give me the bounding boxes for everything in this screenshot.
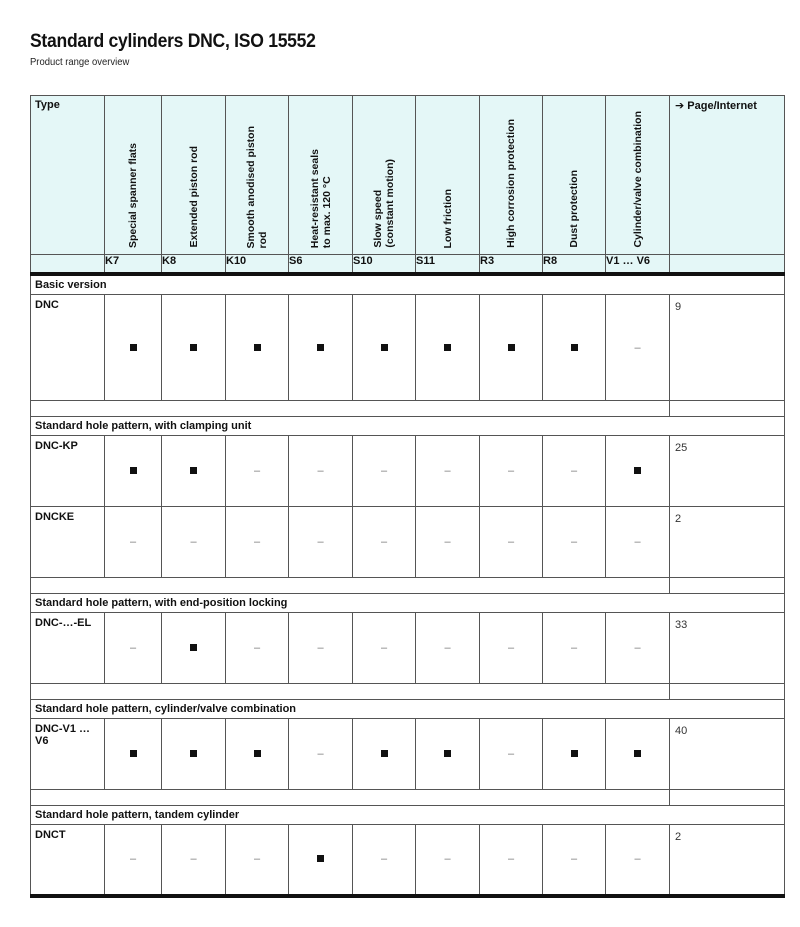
feature-available-cell bbox=[162, 613, 226, 684]
filled-square-icon bbox=[190, 750, 197, 757]
feature-unavailable-cell bbox=[480, 436, 543, 507]
spacer-row bbox=[31, 790, 785, 806]
spacer-cell bbox=[31, 578, 670, 594]
feature-available-cell bbox=[606, 436, 670, 507]
feature-unavailable-cell bbox=[353, 825, 416, 896]
dash-symbol: – bbox=[253, 536, 261, 548]
feature-available-cell bbox=[226, 719, 289, 790]
dash-symbol: – bbox=[634, 642, 641, 654]
section-title: Standard hole pattern, with clamping unit bbox=[31, 417, 785, 436]
spacer-cell bbox=[670, 790, 785, 806]
dash-symbol: – bbox=[507, 465, 515, 477]
feature-available-cell bbox=[416, 719, 480, 790]
feature-label: Extended piston rod bbox=[187, 146, 200, 248]
feature-available-cell bbox=[543, 295, 606, 401]
filled-square-icon bbox=[190, 467, 197, 474]
dash-symbol: – bbox=[317, 642, 324, 654]
spacer-row bbox=[31, 401, 785, 417]
feature-unavailable-cell bbox=[606, 613, 670, 684]
feature-unavailable-cell bbox=[226, 613, 289, 684]
feature-code: K8 bbox=[162, 255, 226, 275]
feature-available-cell bbox=[226, 295, 289, 401]
feature-available-cell bbox=[162, 719, 226, 790]
dash-symbol: – bbox=[444, 465, 451, 477]
feature-column-header bbox=[353, 96, 416, 255]
feature-unavailable-cell bbox=[162, 825, 226, 896]
section-header-row bbox=[31, 274, 785, 295]
dash-symbol: – bbox=[634, 536, 641, 548]
feature-column-header bbox=[105, 96, 162, 255]
dash-symbol: – bbox=[507, 536, 515, 548]
section-title: Standard hole pattern, cylinder/valve combination bbox=[31, 700, 785, 719]
dash-symbol: – bbox=[444, 536, 451, 548]
filled-square-icon bbox=[571, 750, 578, 757]
dash-symbol: – bbox=[634, 853, 641, 866]
feature-code: S11 bbox=[416, 255, 480, 275]
feature-unavailable-cell bbox=[416, 436, 480, 507]
dash-symbol: – bbox=[507, 642, 515, 654]
feature-column-header bbox=[289, 96, 353, 255]
feature-unavailable-cell bbox=[226, 825, 289, 896]
spacer-cell bbox=[31, 401, 670, 417]
feature-unavailable-cell bbox=[543, 825, 606, 896]
type-column-header: Type bbox=[31, 96, 105, 255]
feature-unavailable-cell bbox=[353, 507, 416, 578]
filled-square-icon bbox=[634, 467, 641, 474]
feature-unavailable-cell bbox=[480, 825, 543, 896]
feature-label: Low friction bbox=[441, 188, 454, 248]
dash-symbol: – bbox=[253, 642, 261, 654]
section-header-row bbox=[31, 417, 785, 436]
feature-label: High corrosion protection bbox=[505, 119, 517, 248]
filled-square-icon bbox=[571, 344, 578, 351]
dash-symbol: – bbox=[190, 536, 197, 548]
feature-available-cell bbox=[353, 295, 416, 401]
product-row bbox=[31, 507, 785, 578]
feature-unavailable-cell bbox=[353, 613, 416, 684]
product-type: DNC-KP bbox=[31, 436, 105, 507]
dash-symbol: – bbox=[190, 853, 197, 866]
feature-unavailable-cell bbox=[162, 507, 226, 578]
page-column-header: ➔ Page/Internet bbox=[670, 96, 785, 255]
feature-available-cell bbox=[162, 295, 226, 401]
product-type: DNCKE bbox=[31, 507, 105, 578]
feature-available-cell bbox=[289, 825, 353, 896]
feature-unavailable-cell bbox=[226, 436, 289, 507]
page-reference: 2 bbox=[670, 507, 785, 578]
feature-column-header bbox=[480, 96, 543, 255]
feature-unavailable-cell bbox=[543, 613, 606, 684]
feature-code: S6 bbox=[289, 255, 353, 275]
section-title: Standard hole pattern, tandem cylinder bbox=[31, 806, 785, 825]
feature-unavailable-cell bbox=[416, 507, 480, 578]
product-type: DNC-V1 … V6 bbox=[31, 719, 105, 790]
spacer-cell bbox=[31, 684, 670, 700]
dash-symbol: – bbox=[570, 642, 578, 654]
feature-label: Slow speed (constant motion) bbox=[372, 159, 396, 248]
feature-label: Dust protection bbox=[568, 170, 580, 248]
dash-symbol: – bbox=[507, 853, 515, 866]
feature-unavailable-cell bbox=[480, 719, 543, 790]
page-reference: 25 bbox=[670, 436, 785, 507]
feature-available-cell bbox=[289, 295, 353, 401]
page-title: Standard cylinders DNC, ISO 15552 bbox=[30, 30, 316, 52]
feature-unavailable-cell bbox=[105, 507, 162, 578]
feature-unavailable-cell bbox=[105, 613, 162, 684]
product-row bbox=[31, 719, 785, 790]
product-row bbox=[31, 825, 785, 896]
feature-unavailable-cell bbox=[289, 436, 353, 507]
feature-unavailable-cell bbox=[606, 295, 670, 401]
product-row bbox=[31, 295, 785, 401]
product-type: DNCT bbox=[31, 825, 105, 896]
feature-code: R3 bbox=[480, 255, 543, 275]
product-range-table bbox=[30, 95, 785, 898]
dash-symbol: – bbox=[317, 748, 324, 760]
dash-symbol: – bbox=[570, 536, 578, 548]
dash-symbol: – bbox=[317, 465, 324, 477]
feature-unavailable-cell bbox=[353, 436, 416, 507]
feature-unavailable-cell bbox=[480, 507, 543, 578]
dash-symbol: – bbox=[129, 536, 137, 548]
feature-label: Heat-resistant seals to max. 120 °C bbox=[308, 148, 333, 248]
filled-square-icon bbox=[634, 750, 641, 757]
filled-square-icon bbox=[130, 750, 137, 757]
page-reference: 33 bbox=[670, 613, 785, 684]
feature-available-cell bbox=[105, 295, 162, 401]
feature-available-cell bbox=[543, 719, 606, 790]
feature-unavailable-cell bbox=[105, 825, 162, 896]
feature-available-cell bbox=[105, 719, 162, 790]
filled-square-icon bbox=[130, 467, 137, 474]
feature-column-header bbox=[606, 96, 670, 255]
product-row bbox=[31, 436, 785, 507]
feature-unavailable-cell bbox=[289, 507, 353, 578]
filled-square-icon bbox=[444, 344, 451, 351]
dash-symbol: – bbox=[570, 465, 578, 477]
dash-symbol: – bbox=[380, 853, 388, 866]
filled-square-icon bbox=[381, 750, 388, 757]
filled-square-icon bbox=[444, 750, 451, 757]
page-subtitle: Product range overview bbox=[30, 56, 130, 68]
feature-code: R8 bbox=[543, 255, 606, 275]
feature-unavailable-cell bbox=[606, 825, 670, 896]
feature-unavailable-cell bbox=[289, 613, 353, 684]
dash-symbol: – bbox=[380, 465, 388, 477]
feature-available-cell bbox=[416, 295, 480, 401]
feature-column-header bbox=[162, 96, 226, 255]
filled-square-icon bbox=[254, 344, 261, 351]
feature-available-cell bbox=[606, 719, 670, 790]
feature-code: K10 bbox=[226, 255, 289, 275]
feature-unavailable-cell bbox=[416, 613, 480, 684]
type-code-cell bbox=[31, 255, 105, 275]
product-type: DNC bbox=[31, 295, 105, 401]
filled-square-icon bbox=[190, 344, 197, 351]
feature-code: V1 … V6 bbox=[606, 255, 670, 275]
section-header-row bbox=[31, 806, 785, 825]
feature-label: Special spanner flats bbox=[127, 142, 139, 248]
feature-column-header bbox=[416, 96, 480, 255]
filled-square-icon bbox=[130, 344, 137, 351]
feature-unavailable-cell bbox=[289, 719, 353, 790]
filled-square-icon bbox=[317, 344, 324, 351]
dash-symbol: – bbox=[634, 341, 641, 354]
dash-symbol: – bbox=[129, 853, 137, 866]
filled-square-icon bbox=[190, 644, 197, 651]
feature-unavailable-cell bbox=[416, 825, 480, 896]
page-reference: 40 bbox=[670, 719, 785, 790]
feature-unavailable-cell bbox=[543, 436, 606, 507]
page-reference: 9 bbox=[670, 295, 785, 401]
filled-square-icon bbox=[381, 344, 388, 351]
dash-symbol: – bbox=[253, 853, 261, 866]
spacer-row bbox=[31, 578, 785, 594]
dash-symbol: – bbox=[317, 536, 324, 548]
page-reference: 2 bbox=[670, 825, 785, 896]
spacer-cell bbox=[670, 401, 785, 417]
feature-code: K7 bbox=[105, 255, 162, 275]
spacer-cell bbox=[31, 790, 670, 806]
feature-available-cell bbox=[105, 436, 162, 507]
dash-symbol: – bbox=[380, 536, 388, 548]
feature-unavailable-cell bbox=[226, 507, 289, 578]
dash-symbol: – bbox=[253, 465, 261, 477]
feature-unavailable-cell bbox=[543, 507, 606, 578]
dash-symbol: – bbox=[380, 642, 388, 654]
filled-square-icon bbox=[508, 344, 515, 351]
feature-column-header bbox=[543, 96, 606, 255]
section-title: Standard hole pattern, with end-position locking bbox=[31, 594, 785, 613]
section-title: Basic version bbox=[31, 274, 785, 295]
dash-symbol: – bbox=[444, 642, 451, 654]
feature-available-cell bbox=[353, 719, 416, 790]
feature-code: S10 bbox=[353, 255, 416, 275]
section-header-row bbox=[31, 700, 785, 719]
feature-unavailable-cell bbox=[606, 507, 670, 578]
dash-symbol: – bbox=[507, 748, 515, 760]
product-row bbox=[31, 613, 785, 684]
feature-label: Smooth anodised piston rod bbox=[245, 125, 269, 248]
filled-square-icon bbox=[254, 750, 261, 757]
feature-available-cell bbox=[480, 295, 543, 401]
product-type: DNC-…-EL bbox=[31, 613, 105, 684]
dash-symbol: – bbox=[570, 853, 578, 866]
filled-square-icon bbox=[317, 855, 324, 862]
feature-unavailable-cell bbox=[480, 613, 543, 684]
dash-symbol: – bbox=[444, 853, 451, 866]
page-code-cell bbox=[670, 255, 785, 275]
dash-symbol: – bbox=[129, 642, 137, 654]
feature-column-header bbox=[226, 96, 289, 255]
feature-label: Cylinder/valve combination bbox=[631, 111, 644, 248]
spacer-row bbox=[31, 684, 785, 700]
section-header-row bbox=[31, 594, 785, 613]
spacer-cell bbox=[670, 578, 785, 594]
spacer-cell bbox=[670, 684, 785, 700]
feature-available-cell bbox=[162, 436, 226, 507]
